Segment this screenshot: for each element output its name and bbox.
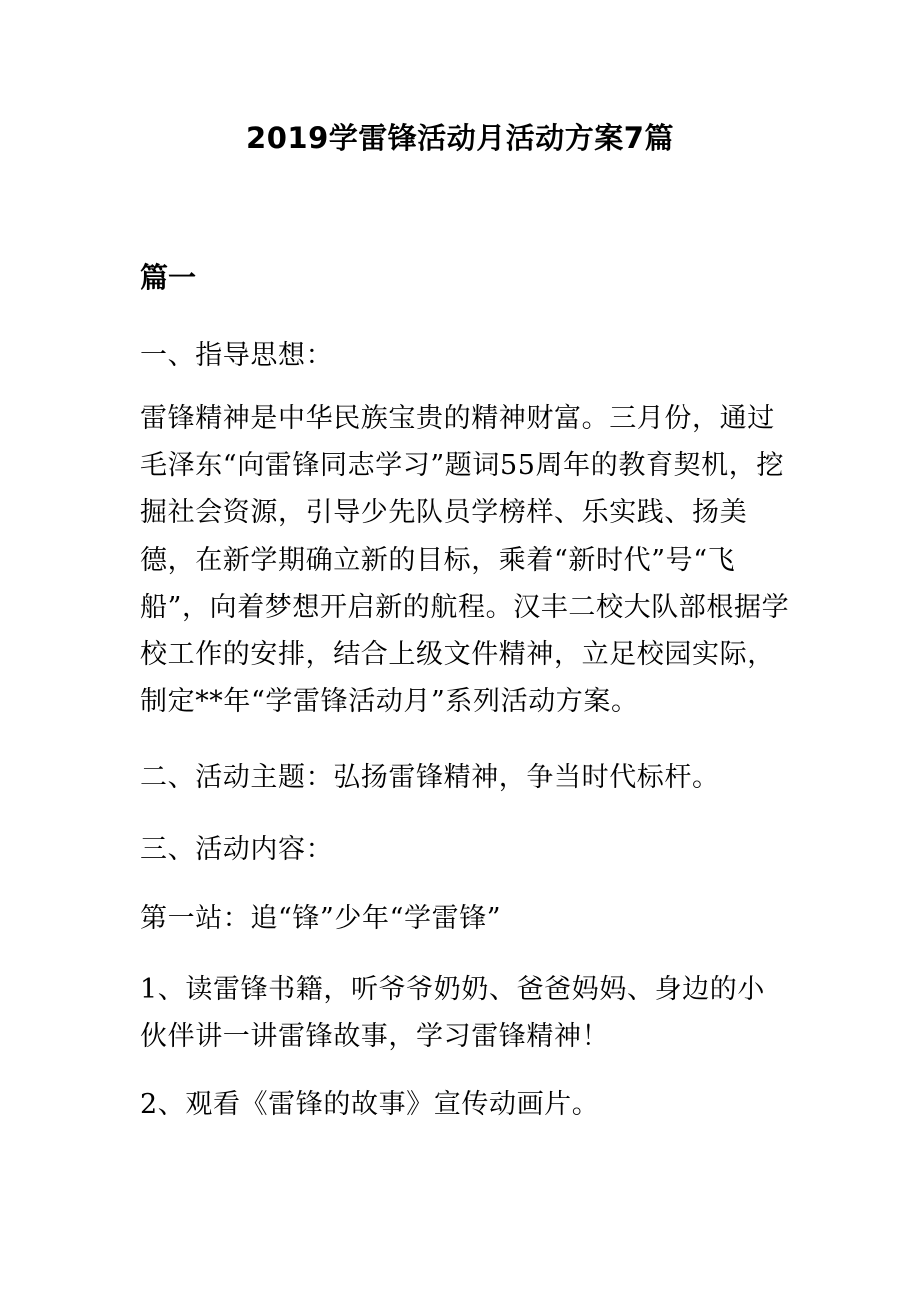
paragraph-item-2: 2、观看《雷锋的故事》宣传动画片。 bbox=[140, 1089, 600, 1120]
paragraph-item-1: 1、读雷锋书籍，听爷爷奶奶、爸爸妈妈、身边的小伙伴讲一讲雷锋故事，学习雷锋精神！ bbox=[140, 974, 765, 1052]
document-title: 2019学雷锋活动月活动方案7篇 bbox=[246, 121, 674, 155]
paragraph-activity-content-heading: 三、活动内容： bbox=[140, 834, 334, 865]
paragraph-activity-theme: 二、活动主题：弘扬雷锋精神，争当时代标杆。 bbox=[140, 762, 720, 793]
paragraph-guiding-ideology-heading: 一、指导思想： bbox=[140, 340, 334, 371]
paragraph-guiding-ideology-body: 雷锋精神是中华民族宝贵的精神财富。三月份，通过毛泽东“向雷锋同志学习”题词55周年的教育契机，挖掘社会资源，引导少先队员学榜样、乐实践、扬美德，在新学期确立新的目标，乘着“新时代”号“飞船”，向着梦想开启新的航程。汉丰二校大队部根据学校工作的安排，结合上级文件精神，立足校园实际，制定**年“学雷锋活动月”系列活动方案。 bbox=[140, 403, 790, 718]
paragraph-first-stop: 第一站：追“锋”少年“学雷锋” bbox=[140, 903, 502, 934]
section-heading: 篇一 bbox=[140, 261, 197, 294]
